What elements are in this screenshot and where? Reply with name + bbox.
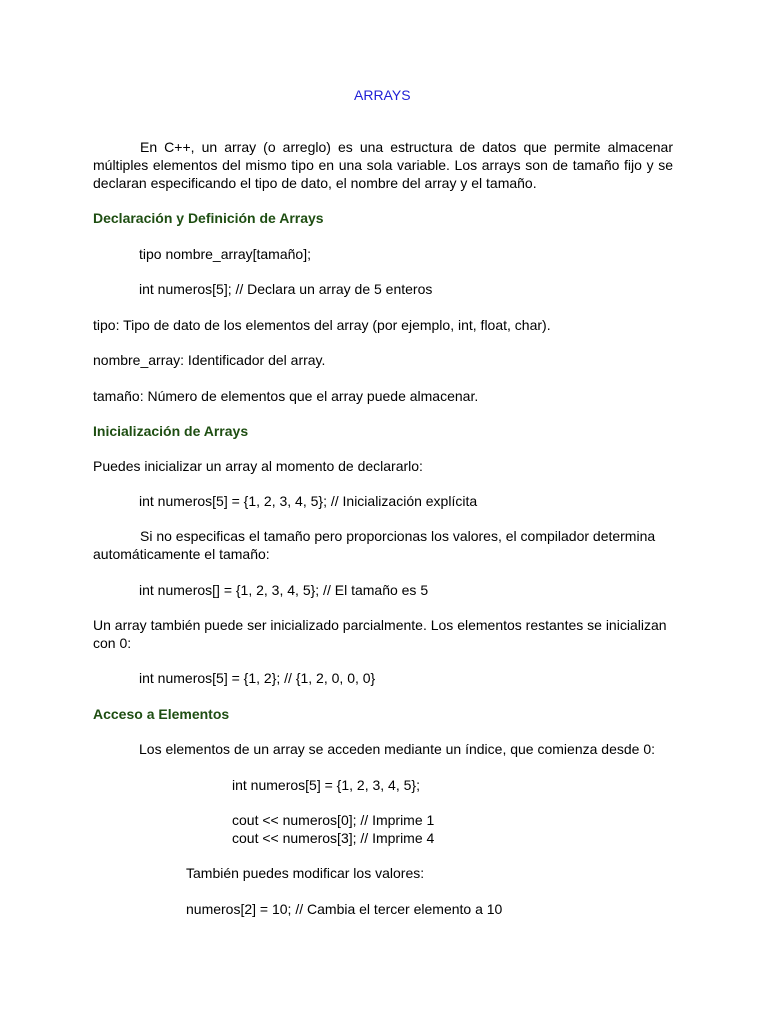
code-line: numeros[2] = 10; // Cambia el tercer elemento a 10 xyxy=(186,901,503,917)
page-title: ARRAYS xyxy=(354,87,411,103)
code-line: int numeros[5] = {1, 2}; // {1, 2, 0, 0, 0} xyxy=(139,670,376,686)
code-line: int numeros[5] = {1, 2, 3, 4, 5}; // Inicialización explícita xyxy=(139,493,478,509)
code-line: int numeros[] = {1, 2, 3, 4, 5}; // El tamaño es 5 xyxy=(139,582,429,598)
paragraph: Puedes inicializar un array al momento de declararlo: xyxy=(93,458,423,474)
intro-paragraph: En C++, un array (o arreglo) es una estructura de datos que permite almacenar múltiples elementos del mismo tipo en una sola variable. Los arrays son de tamaño fijo y se declaran especificando el tipo de dato, el nombre del array y el tamaño. xyxy=(93,139,673,191)
section-heading-declaracion: Declaración y Definición de Arrays xyxy=(93,210,324,226)
paragraph: Un array también puede ser inicializado parcialmente. Los elementos restantes se inicializan con 0: xyxy=(93,617,667,651)
definition-nombre: nombre_array: Identificador del array. xyxy=(93,352,326,368)
definition-tamano: tamaño: Número de elementos que el array puede almacenar. xyxy=(93,388,479,404)
syntax-line: tipo nombre_array[tamaño]; xyxy=(139,246,311,262)
paragraph: Los elementos de un array se acceden mediante un índice, que comienza desde 0: xyxy=(139,741,655,757)
code-line: cout << numeros[0]; // Imprime 1 xyxy=(232,812,435,828)
paragraph: Si no especificas el tamaño pero proporcionas los valores, el compilador determina automáticamente el tamaño: xyxy=(93,528,656,562)
code-line: cout << numeros[3]; // Imprime 4 xyxy=(232,830,435,846)
section-heading-inicializacion: Inicialización de Arrays xyxy=(93,423,249,439)
code-line: int numeros[5]; // Declara un array de 5 enteros xyxy=(139,281,433,297)
definition-tipo: tipo: Tipo de dato de los elementos del array (por ejemplo, int, float, char). xyxy=(93,317,551,333)
paragraph: También puedes modificar los valores: xyxy=(186,865,425,881)
code-line: int numeros[5] = {1, 2, 3, 4, 5}; xyxy=(232,777,420,793)
section-heading-acceso: Acceso a Elementos xyxy=(93,706,230,722)
